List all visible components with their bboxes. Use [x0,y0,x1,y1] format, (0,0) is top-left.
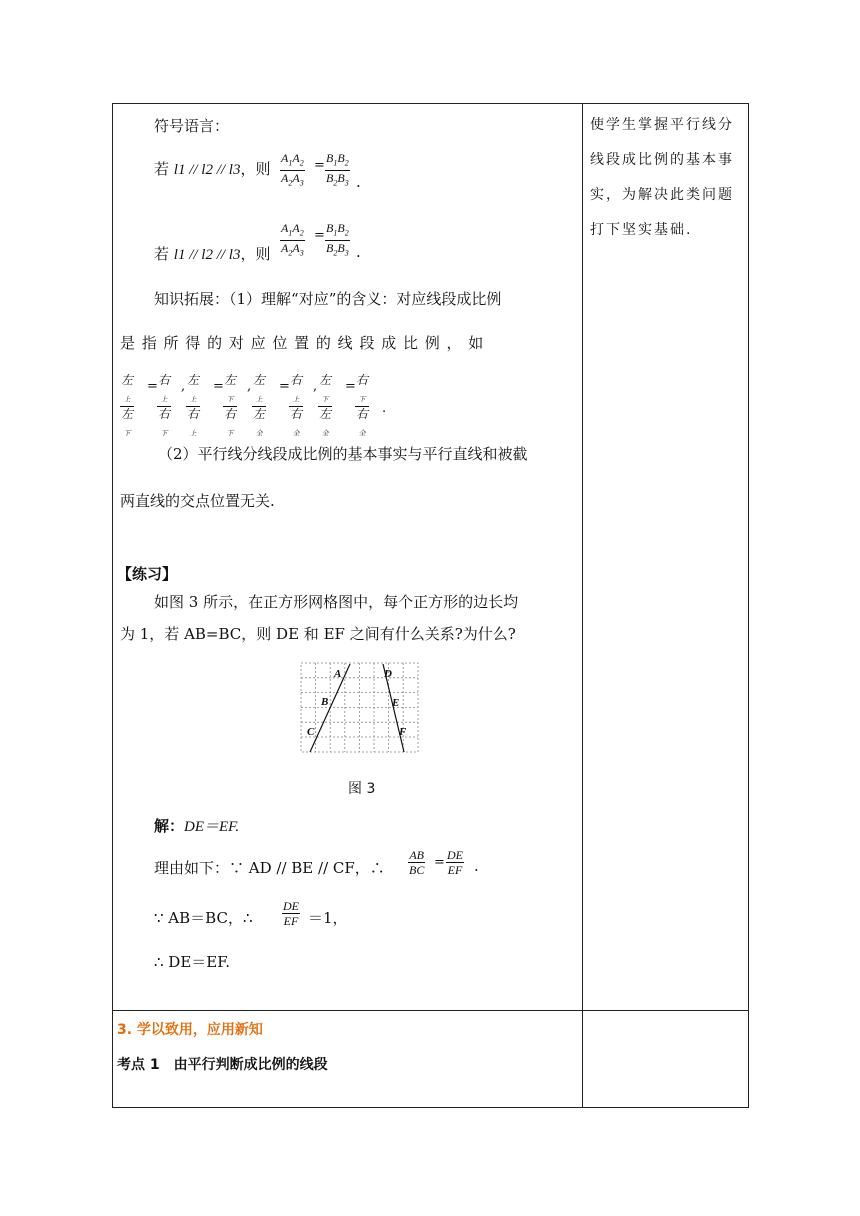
teaching-purpose-note: 使学生掌握平行线分线段成比例的基本事实，为解决此类问题打下坚实基础. [590,117,734,238]
practice-title: 【练习】 [117,565,178,583]
corr-frac-1-right: 左$_下$ 右$_下$ [224,373,237,438]
condition-1: 若 l1 // l2 // l3，则 [154,160,271,178]
symbol-heading: 符号语言： [154,117,230,135]
step-2-frac: $\frac{DE}{EF}$ [283,899,299,928]
extension-line-1: 知识拓展：（1）理解“对应”的含义：对应线段成比例 [154,290,502,308]
label-d: D [384,668,392,680]
reason-prefix: 理由如下：∵ AD // BE // CF，∴ [154,859,385,877]
step-3: ∴ DE＝EF. [154,953,231,971]
extension-2-line-2: 两直线的交点位置无关. [120,492,275,510]
ratio-2-right: $\frac{B_1B_2}{B_2B_3}$ [326,221,349,258]
key-point-1: 考点 1 由平行判断成比例的线段 [117,1057,328,1073]
grid-figure [300,662,420,754]
corr-frac-0-right: 右$_上$ 右$_下$ [158,373,171,438]
reason-frac-left: $\frac{AB}{BC}$ [409,848,425,877]
corr-frac-3-left: 左$_下$ 左$_全$ [319,373,332,438]
extension-line-2: 是 指 所 得 的 对 应 位 置 的 线 段 成 比 例 ， 如 [120,334,485,352]
condition-2: 若 l1 // l2 // l3，则 [154,245,271,263]
step-2-prefix: ∵ AB＝BC，∴ [154,909,253,927]
corr-frac-2-left: 左$_上$ 左$_全$ [253,373,266,438]
step-2-suffix: ＝1， [308,909,348,927]
ratio-1-right: $\frac{B_1B_2}{B_2B_3}$ [326,151,349,188]
corr-frac-1-left: 左$_上$ 右$_上$ [187,373,200,438]
ratio-2-left: $\frac{A_1A_2}{A_2A_3}$ [281,221,304,258]
corr-frac-2-right: 右$_上$ 右$_全$ [290,373,303,438]
reason-frac-right: $\frac{DE}{EF}$ [447,848,463,877]
practice-line-2: 为 1，若 AB=BC，则 DE 和 EF 之间有什么关系?为什么? [120,625,516,643]
solution: 解：DE＝EF. [154,817,240,835]
label-b: B [321,696,329,708]
label-f: F [399,726,407,738]
ratio-1-left: $\frac{A_1A_2}{A_2A_3}$ [281,151,304,188]
corr-frac-0-left: 左$_上$ 左$_下$ [121,373,134,438]
label-e: E [392,697,400,709]
figure-caption: 图 3 [348,781,376,797]
extension-2-line-1: （2）平行线分线段成比例的基本事实与平行直线和被截 [158,445,528,463]
row-divider [113,1010,748,1011]
practice-line-1: 如图 3 所示，在正方形网格图中，每个正方形的边长均 [154,593,519,611]
section-3-title: 3. 学以致用，应用新知 [117,1022,263,1038]
label-a: A [334,668,342,680]
column-divider [582,104,583,1107]
corr-frac-3-right: 右$_下$ 右$_全$ [356,373,369,438]
label-c: C [307,726,315,738]
